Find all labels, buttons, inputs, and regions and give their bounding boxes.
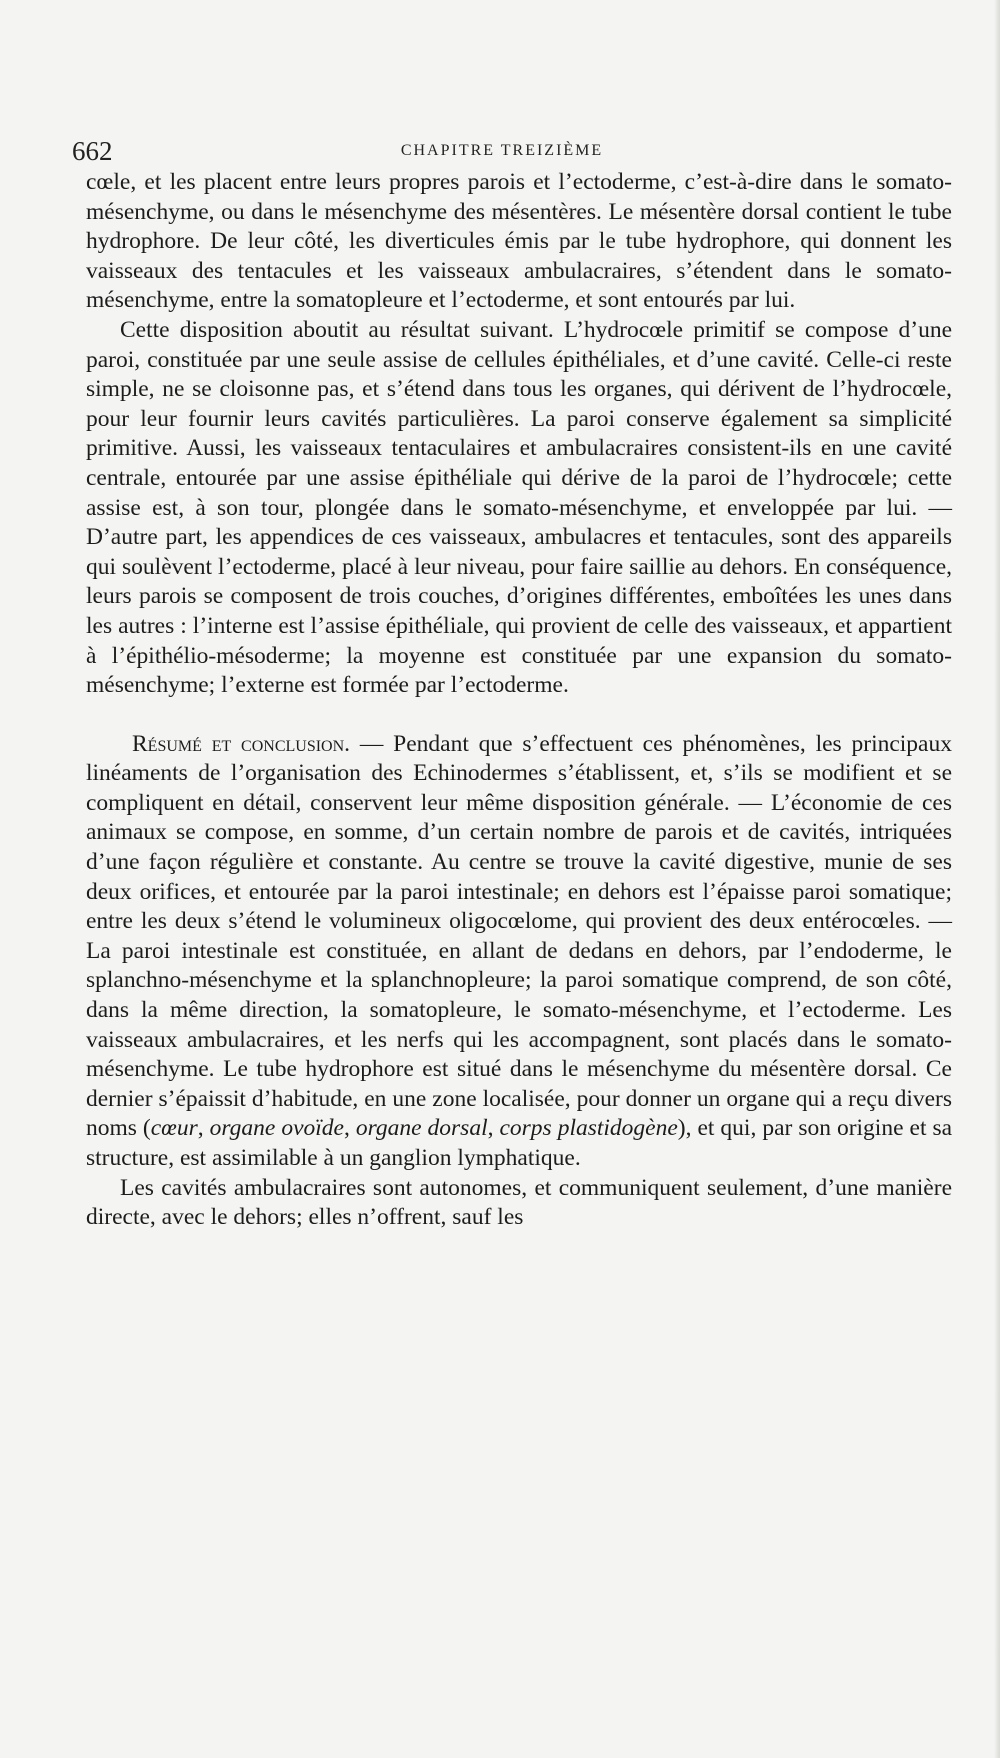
running-head: CHAPITRE TREIZIÈME xyxy=(400,142,604,159)
summary-text-a: — Pendant que s’effectuent ces phénomènes, les principaux linéaments de l’organisation des Echinodermes s’établissent, et, s’ils se modifient et se compliquent en détail, conservent leur même disposition générale. — L’économie de ces animaux se compose, en somme, d’un certain nombre de parois et de cavités, intriquées d’une façon régulière et constante. Au centre se trouve la cavité digestive, munie de ses deux orifices, et entourée par la paroi intestinale; en dehors est l’épaisse paroi somatique; entre les deux s’étend le volumineux oligocœlome, qui provient des deux entérocœles. — La paroi intestinale est constituée, en allant de dedans en dehors, par l’endoderme, le splanchno-mésenchyme et la splanchnopleure; la paroi somatique comprend, de son côté, dans la même direction, la somatopleure, le somato-mésenchyme, et l’ectoderme. Les vaisseaux ambulacraires, et les nerfs qui les accompagnent, sont placés dans le somato-mésenchyme. Le tube hydrophore est situé dans le mésenchyme du mésentère dorsal. Ce dernier s’épaissit d’habitude, en une zone localisée, pour donner un organe qui a reçu divers noms ( xyxy=(86,730,952,1142)
italic-term-corps-plastidogene: corps plastidogène xyxy=(499,1115,678,1142)
summary-text-e: ), et qui, par son origine et sa structure, est assimilable à un ganglion lymphatique. xyxy=(86,1115,953,1171)
italic-term-coeur: cœur xyxy=(150,1115,198,1142)
italic-term-organe-ovoide: organe ovoïde xyxy=(209,1115,344,1142)
page-number: 662 xyxy=(72,136,113,166)
summary-text-d: , xyxy=(487,1115,500,1142)
italic-term-organe-dorsal: organe dorsal xyxy=(355,1115,488,1142)
section-heading: Résumé et conclusion. xyxy=(132,730,351,757)
summary-text-c: , xyxy=(343,1115,356,1142)
page-header xyxy=(72,136,932,172)
paragraph-1: cœle, et les placent entre leurs propres parois et l’ectoderme, c’est-à-dire dans le somato-mésenchyme, ou dans le mésenchyme des mésentères. Le mésentère dorsal contient le tube hydrophore. De leur côté, les diverticules émis par le tube hydrophore, qui donnent les vaisseaux des tentacules et les vaisseaux ambulacraires, s’étendent dans le somato-mésenchyme, entre la somatopleure et l’ectoderme, et sont entourés par lui. xyxy=(86,169,952,314)
paragraph-summary xyxy=(86,730,952,1174)
paragraph-2: Cette disposition aboutit au résultat suivant. L’hydrocœle primitif se compose d’une paroi, constituée par une seule assise de cellules épithéliales, et d’une cavité. Celle-ci reste simple, ne se cloisonne pas, et s’étend dans tous les organes, qui dérivent de l’hydrocœle, pour leur fournir leurs cavités particulières. La paroi conserve également sa simplicité primitive. Aussi, les vaisseaux tentaculaires et ambulacraires consistent-ils en une cavité centrale, entourée par une assise épithéliale qui dérive de la paroi de l’hydrocœle; cette assise est, à son tour, plongée dans le somato-mésenchyme, et enveloppée par lui. — D’autre part, les appendices de ces vaisseaux, ambulacres et tentacules, sont des appareils qui soulèvent l’ectoderme, placé à leur niveau, pour faire saillie au dehors. En conséquence, leurs parois se composent de trois couches, d’origines différentes, emboîtées les unes dans les autres : l’interne est l’assise épithéliale, qui provient de celle des vaisseaux, et appartient à l’épithélio-mésoderme; la moyenne est constituée par une expansion du somato-mésenchyme; l’externe est formée par l’ectoderme. xyxy=(86,316,952,699)
body-text xyxy=(86,168,952,1233)
summary-text-b: , xyxy=(197,1115,210,1142)
paragraph-4: Les cavités ambulacraires sont autonomes, et communiquent seulement, d’une manière directe, avec le dehors; elles n’offrent, sauf les xyxy=(86,1174,952,1231)
page-edge-shadow xyxy=(994,0,1000,1758)
